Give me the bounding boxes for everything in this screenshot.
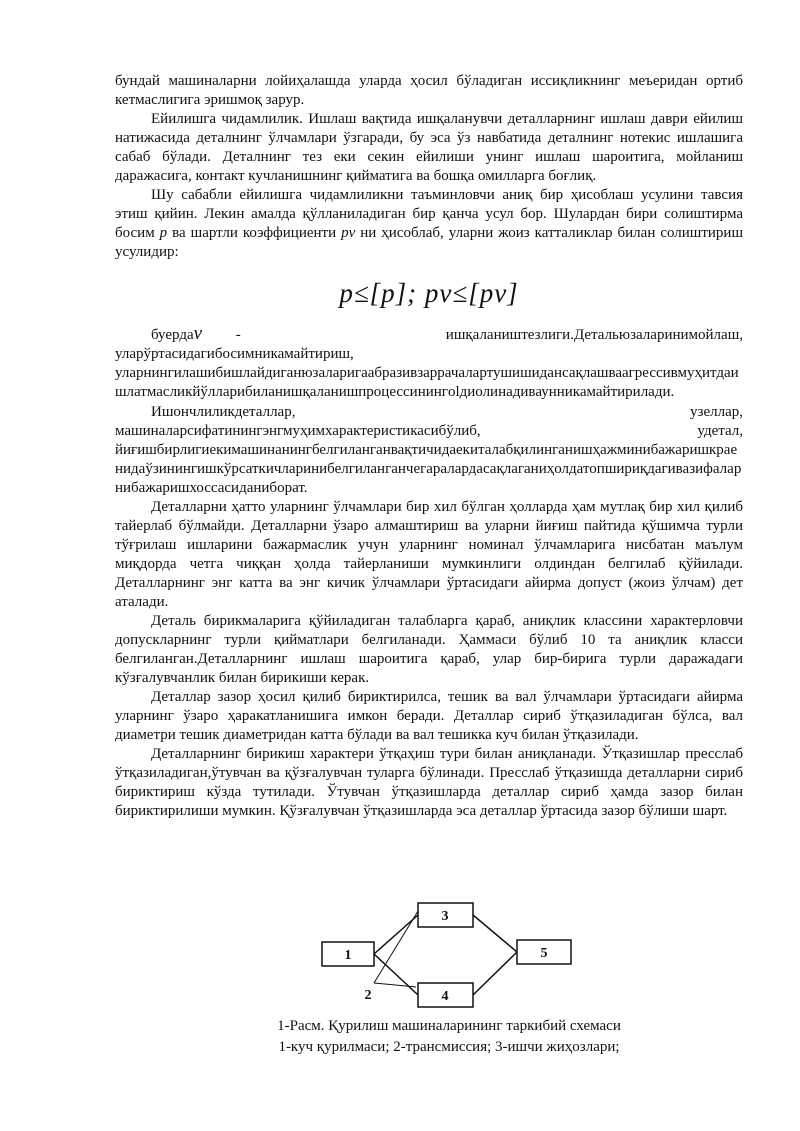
link-1-4 <box>374 954 418 995</box>
paragraph-tolerance: Деталларни ҳатто уларнинг ўлчамлари бир хил бўлган ҳолларда ҳам мутлақ бир хил қилиб тайерлаб бўлмайди. Деталларни ўзаро алмаштириш ва уларни йиғиш пайтида қўшимча турли тўғрилаш ишларини бажармаслик учун уларнинг номинал ўлчамларига нисбатан маълум миқдорда четга чиққан ҳолда тайерланиши мумкинлиги олдиндан белгилаб қўйилади. Деталларнинг энг катта ва энг кичик ўлчамлари ўртасидаги айирма допуст (жоиз ўлчам) дет аталади. <box>115 499 743 610</box>
text: ни ҳисоблаб, уларни жоиз катталиклар билан солиштириш усулидир: <box>115 225 744 260</box>
page-body <box>115 72 743 821</box>
paragraph-where <box>115 324 743 364</box>
symbol-p: p <box>159 225 168 241</box>
label-2: 2 <box>364 988 372 1003</box>
text: удетал, <box>697 423 743 439</box>
paragraph-wear-resistance: Ейилишга чидамлилик. Ишлаш вақтида ишқаланувчи деталларнинг ишлаш даври ейилиш натижасида деталнинг ўлчамлари ўзгаради, бу эса ўз навбатида деталнинг нотекис ишлашига сабаб бўлади. Деталнинг тез еки секин ейилиши унинг ишлаш шароитига, мойланиш даражасига, контакт кучланишнинг қийматига ва бошқа омилларга боғлиқ. <box>115 111 743 184</box>
symbol-v: v <box>193 323 203 344</box>
paragraph-fits: Деталларнинг бирикиш характери ўтқаҳиш тури билан аниқланади. Ўтқазишлар пресслаб ўтқазиладиган,ўтувчан ва қўзғалувчан туларга бўлинади. Пресслаб ўтқазишда деталларни сириб бириктириш кўзда тутилади. Ўтувчан ўтқазишларда деталлар сириб ҳамда зазор билан бириктирилиши мумкин. Қўзғалувчан ўтқазишларда эса деталлар ўртасида зазор бўлиши шарт. <box>115 746 743 819</box>
paragraph-calculation-method <box>115 186 743 262</box>
paragraph-clearance: Деталлар зазор ҳосил қилиб бириктирилса, тешик ва вал ўлчамлари ўртасидаги айирма уларнинг ўзаро ҳаракатланишига имкон беради. Деталлар сириб ўтқазиладиган бўлса, вал диаметри тешик диаметридан катта бўлади ва вал тешикка куч билан ўтқазилади. <box>115 689 743 743</box>
leader-2-b <box>374 983 416 987</box>
reliability-line-1 <box>115 403 743 422</box>
link-4-5 <box>473 952 517 995</box>
leader-2-a <box>374 911 418 983</box>
symbol-pv: pv <box>341 225 356 241</box>
box-3-label: 3 <box>441 909 449 924</box>
box-4-label: 4 <box>441 989 449 1004</box>
where-dash: - <box>202 327 241 343</box>
text: ва шартли коэффициенти <box>167 225 342 241</box>
where-prefix: буерда <box>151 327 194 343</box>
paragraph-reliability-long: йиғишбирлигиекимашинанингбелгиланганвақтичидаекиталабқилинганишҳажминибажаришкраенидаўзинингишкўрсаткичларинибелгиланганчегаралардасақлаганиҳолдатопшириқдагивазифаларнибажаришхоссасиданиборат. <box>115 442 742 496</box>
text: Шу сабабли ейилишга чидамлиликни таъминловчи аниқ бир ҳисоблаш усулини тавсия этиш қийин. Лекин амалда қўлланиладиган бир қанча усул бор. Шулардан бири солиштирма босим <box>115 187 743 241</box>
figure-legend: 1-куч қурилмаси; 2-трансмиссия; 3-ишчи жиҳозлари; <box>278 1039 620 1055</box>
text: узеллар, <box>690 404 743 420</box>
text: машиналарсифатинингэнгмуҳимхарактеристикасибўлиб, <box>115 423 481 439</box>
formula: p≤[p]; pv≤[pv] <box>339 277 519 308</box>
paragraph-accuracy-class: Деталь бирикмаларига қўйиладиган талабларга қараб, аниқлик классини характерловчи допускларнинг турли қийматлари белгиланади. Ҳаммаси бўлиб 10 та аниқлик класси белгиланган.Деталларнинг ишлаш шароитига қараб, улар бир-бирига турли даражадаги кўзғалувчанлик билан бирикиши керак. <box>115 613 743 686</box>
reliability-line-2 <box>115 422 743 441</box>
box-1-label: 1 <box>344 948 352 963</box>
figure-caption: 1-Расм. Қурилиш машиналарининг таркибий схемаси <box>277 1018 621 1034</box>
paragraph-where-long: уларнингилашибишлайдиганюзаларигаабразивзаррачалартушишидансақлашваагрессивмуҳитдаишлатмасликйўлларибиланишқаланишпроцессинингolдиолинадиваунникамайтирилади. <box>115 365 739 400</box>
machine-structure-diagram <box>320 895 580 1015</box>
box-5-label: 5 <box>540 946 548 961</box>
paragraph-intro: бундай машиналарни лойиҳалашда уларда ҳосил бўладиган иссиқликнинг меъеридан ортиб кетмаслигига эришмоқ зарур. <box>115 73 743 108</box>
text: Ишончлиликдеталлар, <box>151 404 296 420</box>
link-3-5 <box>473 915 517 952</box>
where-rest: ишқалаништезлиги.Детальюзаларинимойлаш, уларўртасидагибосимникамайтириш, <box>115 327 743 362</box>
